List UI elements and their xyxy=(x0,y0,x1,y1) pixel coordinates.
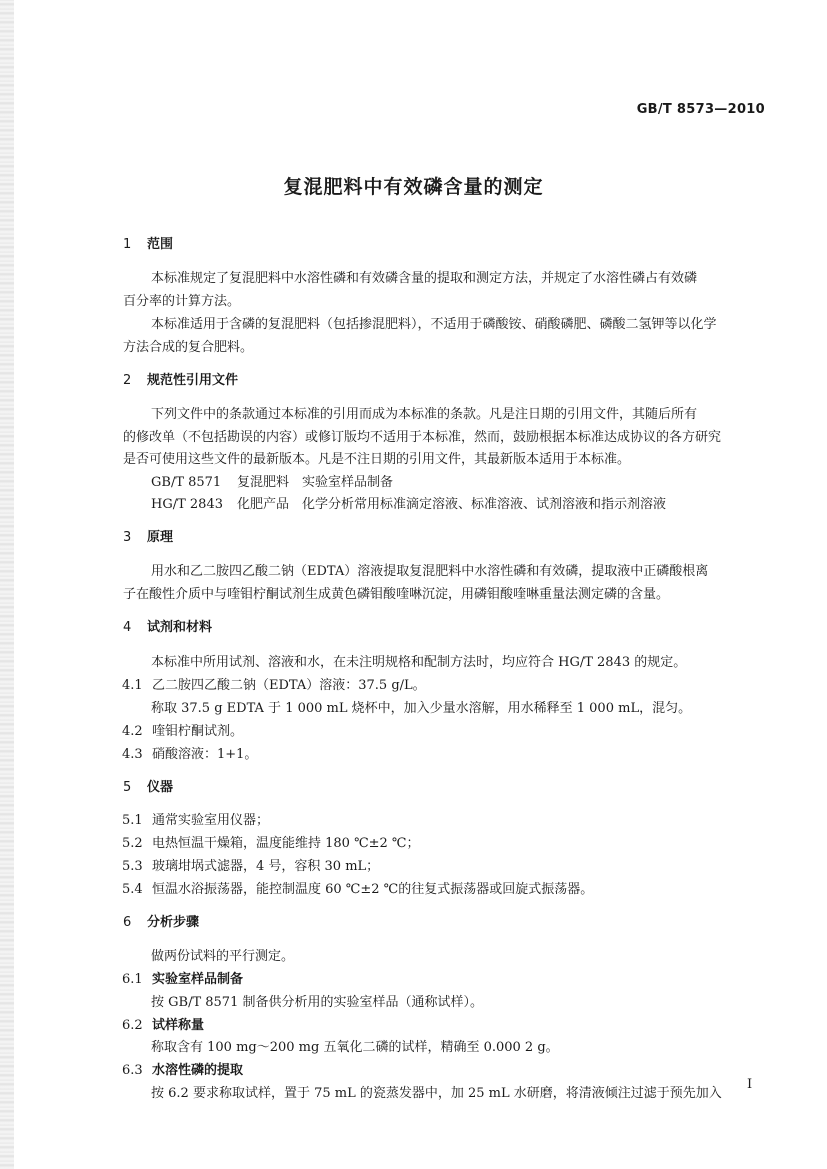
section-heading-6: 6 分析步骤 xyxy=(123,915,200,930)
paragraph-line: 的修改单（不包括勘误的内容）或修订版均不适用于本标准，然而，鼓励根据本标准达成协议的各方研究 xyxy=(123,430,722,445)
paragraph-line: 用水和乙二胺四乙酸二钠（EDTA）溶液提取复混肥料中水溶性磷和有效磷，提取液中正磷酸根离 xyxy=(151,564,709,579)
paragraph-line: 百分率的计算方法。 xyxy=(123,294,241,309)
clause-6-2: 6.2 试样称量 xyxy=(122,1018,205,1033)
paragraph-line: 称取 37.5 g EDTA 于 1 000 mL 烧杯中，加入少量水溶解，用水稀释至 1 000 mL，混匀。 xyxy=(151,701,692,716)
paragraph-line: 本标准中所用试剂、溶液和水，在未注明规格和配制方法时，均应符合 HG/T 2843 的规定。 xyxy=(151,655,687,670)
paragraph-line: 是否可使用这些文件的最新版本。凡是不注日期的引用文件，其最新版本适用于本标准。 xyxy=(123,452,631,467)
paragraph-line: 下列文件中的条款通过本标准的引用而成为本标准的条款。凡是注日期的引用文件，其随后所有 xyxy=(151,407,698,422)
section-heading-2: 2 规范性引用文件 xyxy=(123,373,239,388)
clause-5-4: 5.4 恒温水浴振荡器，能控制温度 60 ℃±2 ℃的往复式振荡器或回旋式振荡器。 xyxy=(122,882,594,897)
section-heading-3: 3 原理 xyxy=(123,530,174,545)
clause-6-1: 6.1 实验室样品制备 xyxy=(122,972,244,987)
standard-code: GB/T 8573—2010 xyxy=(636,102,765,117)
clause-5-2: 5.2 电热恒温干燥箱，温度能维持 180 ℃±2 ℃； xyxy=(122,836,420,851)
paragraph-line: 做两份试料的平行测定。 xyxy=(151,949,295,964)
section-heading-4: 4 试剂和材料 xyxy=(123,620,213,635)
paragraph-line: 本标准规定了复混肥料中水溶性磷和有效磷含量的提取和测定方法，并规定了水溶性磷占有效磷 xyxy=(151,271,698,286)
document-title: 复混肥料中有效磷含量的测定 xyxy=(283,176,544,198)
reference-item: HG/T 2843 化肥产品 化学分析常用标准滴定溶液、标准溶液、试剂溶液和指示剂溶液 xyxy=(151,497,667,512)
clause-4-2: 4.2 喹钼柠酮试剂。 xyxy=(122,724,244,739)
clause-4-1: 4.1 乙二胺四乙酸二钠（EDTA）溶液：37.5 g/L。 xyxy=(122,678,426,693)
clause-5-3: 5.3 玻璃坩埚式滤器，4 号，容积 30 mL； xyxy=(122,859,380,874)
paragraph-line: 本标准适用于含磷的复混肥料（包括掺混肥料），不适用于磷酸铵、硝酸磷肥、磷酸二氢钾等以化学 xyxy=(151,317,717,332)
clause-4-3: 4.3 硝酸溶液：1+1。 xyxy=(122,747,258,762)
page-number: I xyxy=(747,1077,753,1092)
paragraph-line: 称取含有 100 mg～200 mg 五氧化二磷的试样，精确至 0.000 2 g。 xyxy=(151,1040,559,1055)
clause-6-3: 6.3 水溶性磷的提取 xyxy=(122,1063,244,1078)
paragraph-line: 方法合成的复合肥料。 xyxy=(123,340,254,355)
paragraph-line: 按 GB/T 8571 制备供分析用的实验室样品（通称试样）。 xyxy=(151,995,483,1010)
paragraph-line: 子在酸性介质中与喹钼柠酮试剂生成黄色磷钼酸喹啉沉淀，用磷钼酸喹啉重量法测定磷的含量。 xyxy=(123,587,670,602)
section-heading-1: 1 范围 xyxy=(123,237,174,252)
reference-item: GB/T 8571 复混肥料 实验室样品制备 xyxy=(151,475,394,490)
clause-5-1: 5.1 通常实验室用仪器； xyxy=(122,813,270,828)
section-heading-5: 5 仪器 xyxy=(123,780,174,795)
paragraph-line: 按 6.2 要求称取试样，置于 75 mL 的瓷蒸发器中，加 25 mL 水研磨，将清液倾注过滤于预先加入 xyxy=(151,1086,722,1101)
